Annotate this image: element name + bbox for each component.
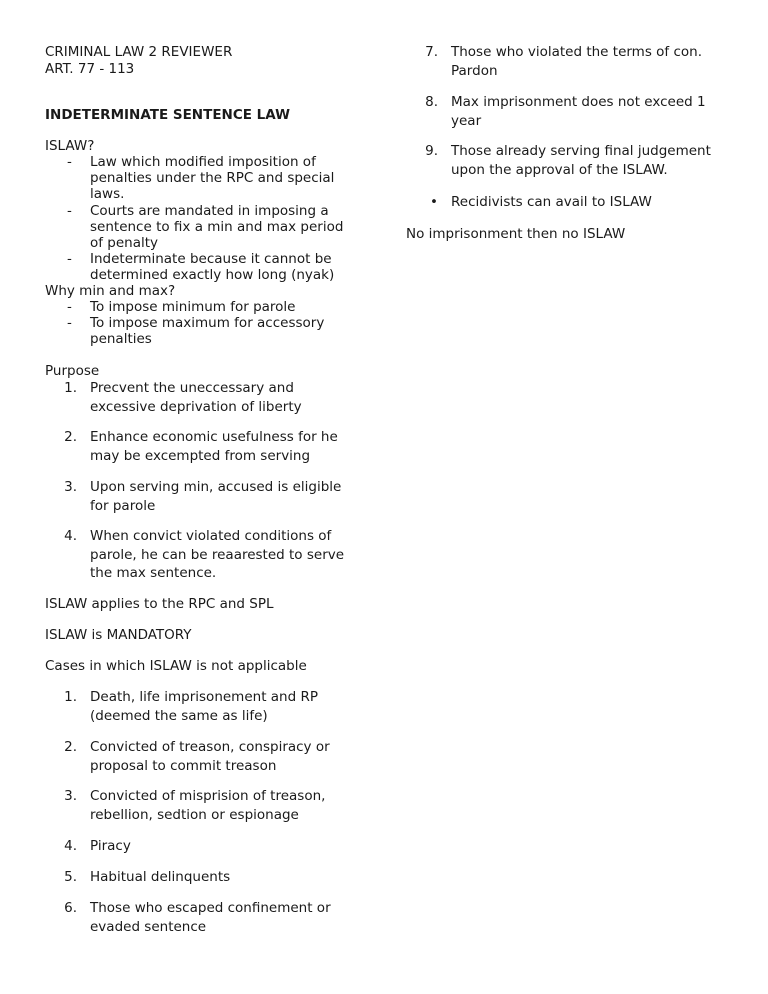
- list-number: 4.: [64, 528, 77, 544]
- dash-marker: -: [67, 154, 72, 170]
- list-item: [45, 478, 365, 515]
- list-item-text: Upon serving min, accused is eligible for parole: [90, 479, 342, 514]
- list-number: 1.: [64, 380, 77, 396]
- list-number: 6.: [64, 900, 77, 916]
- list-item-text: Convicted of treason, conspiracy or proposal to commit treason: [90, 739, 330, 774]
- list-item-text: Those who escaped confinement or evaded sentence: [90, 900, 331, 935]
- cases-label: Cases in which ISLAW is not applicable: [45, 658, 307, 674]
- list-number: 1.: [64, 689, 77, 705]
- list-item: [45, 154, 355, 202]
- minmax-question: Why min and max?: [45, 283, 176, 299]
- dash-marker: -: [67, 251, 72, 267]
- list-item: [45, 251, 355, 283]
- list-item: [45, 787, 365, 824]
- list-item-text: To impose minimum for parole: [90, 299, 296, 315]
- list-number: 3.: [64, 479, 77, 495]
- header-title: CRIMINAL LAW 2 REVIEWER: [45, 44, 233, 60]
- list-item: [406, 93, 736, 130]
- applies-line: ISLAW applies to the RPC and SPL: [45, 596, 274, 612]
- list-item: [45, 738, 365, 775]
- list-item: [45, 315, 355, 347]
- mandatory-line: ISLAW is MANDATORY: [45, 627, 192, 643]
- list-item-text: Law which modified imposition of penalties under the RPC and special laws.: [90, 154, 335, 202]
- closing-line: No imprisonment then no ISLAW: [406, 226, 626, 242]
- section-heading: INDETERMINATE SENTENCE LAW: [45, 107, 290, 123]
- list-item-text: Max imprisonment does not exceed 1 year: [451, 94, 706, 129]
- list-item: [45, 868, 365, 887]
- list-item: [45, 299, 355, 315]
- list-item-text: When convict violated conditions of parole, he can be reaarested to serve the max sentence.: [90, 528, 345, 581]
- list-item: [45, 837, 365, 856]
- list-item-text: Those who violated the terms of con. Pardon: [451, 44, 702, 79]
- list-item-text: Convicted of misprision of treason, rebellion, sedtion or espionage: [90, 788, 326, 823]
- dash-marker: -: [67, 315, 72, 331]
- list-item-text: Precvent the uneccessary and excessive deprivation of liberty: [90, 380, 302, 415]
- list-item: [45, 688, 365, 725]
- list-item-text: Enhance economic usefulness for he may be excempted from serving: [90, 429, 338, 464]
- list-item: [406, 193, 736, 212]
- list-item-text: Habitual delinquents: [90, 869, 231, 885]
- list-item-text: Indeterminate because it cannot be determined exactly how long (nyak): [90, 251, 335, 283]
- list-number: 5.: [64, 869, 77, 885]
- list-number: 7.: [425, 44, 438, 60]
- list-number: 9.: [425, 143, 438, 159]
- list-item-text: Courts are mandated in imposing a sentence to fix a min and max period of penalty: [90, 203, 344, 251]
- list-number: 8.: [425, 94, 438, 110]
- header-articles: ART. 77 - 113: [45, 61, 135, 77]
- list-item: [406, 43, 736, 80]
- list-item: [45, 428, 365, 465]
- list-item: [45, 899, 365, 936]
- list-number: 2.: [64, 429, 77, 445]
- list-item-text: Recidivists can avail to ISLAW: [451, 194, 652, 210]
- list-number: 3.: [64, 788, 77, 804]
- list-item-text: Piracy: [90, 838, 131, 854]
- list-item: [45, 527, 365, 583]
- purpose-label: Purpose: [45, 363, 100, 379]
- list-item: [45, 379, 365, 416]
- list-item: [406, 142, 736, 179]
- list-item-text: To impose maximum for accessory penalties: [90, 315, 325, 347]
- list-item-text: Death, life imprisonement and RP (deemed the same as life): [90, 689, 318, 724]
- list-item-text: Those already serving final judgement upon the approval of the ISLAW.: [451, 143, 711, 178]
- dash-marker: -: [67, 299, 72, 315]
- list-number: 4.: [64, 838, 77, 854]
- list-number: 2.: [64, 739, 77, 755]
- list-item: [45, 203, 355, 251]
- dash-marker: -: [67, 203, 72, 219]
- islaw-question: ISLAW?: [45, 138, 95, 154]
- bullet-marker: •: [430, 194, 438, 210]
